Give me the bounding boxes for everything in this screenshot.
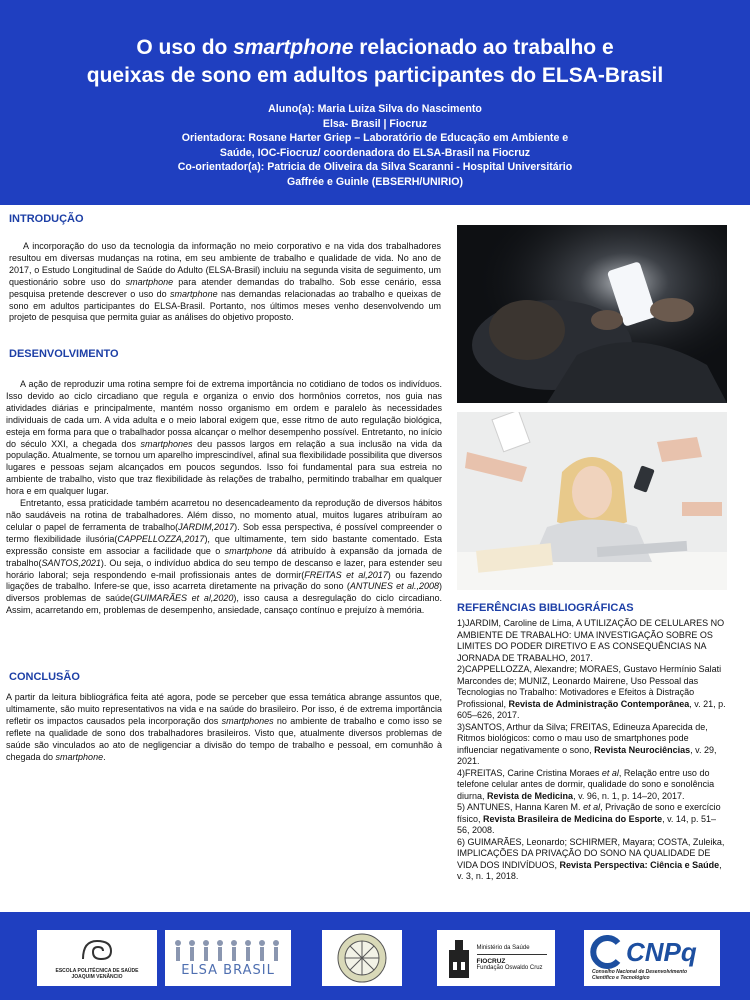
advisor-line-2: Saúde, IOC-Fiocruz/ coordenadora do ELSA-Brasil na Fiocruz (219, 146, 531, 159)
photo-stressed-woman (457, 412, 727, 590)
author-affiliation: Elsa- Brasil | Fiocruz (322, 117, 428, 130)
coadvisor-line-2: Gaffrée e Guinle (EBSERH/UNIRIO) (286, 175, 463, 188)
reference-item: 1)JARDIM, Caroline de Lima, A UTILIZAÇÃO DE CELULARES NO AMBIENTE DE TRABALHO: UMA INVESTIGAÇÃO SOBRE OS LIMITES DO PODER DIRETIVO E AS CONSEQUÊNCIAS NA JORNADA DE TRABALHO, 2017. (457, 618, 725, 663)
seal-icon (330, 931, 394, 985)
photo-stressed-woman-illustration (457, 412, 727, 590)
epsjv-logo (37, 930, 157, 986)
reference-item: 6) GUIMARÃES, Leonardo; SCHIRMER, Mayara; COSTA, Zuleika, IMPLICAÇÕES DA PRIVAÇÃO DO SONO NA QUALIDADE DE VIDA DOS INDIVÍDUOS, Revista Perspectiva: Ciência e Saúde, v. 3, n. 1, 2018. (457, 836, 725, 881)
reference-item: 4)FREITAS, Carine Cristina Moraes et al, Relação entre uso do telefone celular antes de dormir, qualidade do sono e sonolência diurna, Revista de Medicina, v. 96, n. 1, p. 14–20, 2017. (457, 767, 715, 801)
dev-text: A ação de reproduzir uma rotina sempre foi de extrema importância no cotidiano de todos os indivíduos. Isso devido ao ciclo circadiano que regula e organiza o envio dos hormônios corretos, nos guia nas atividades diárias e principalmente, mantém nosso organismo em ordem e paralelo às necessidades individuais de cada um. A vida adulta e o meio laboral exigem que, esse ritmo de auto regulação biológica, esteja em forma para que o trabalhador possa alcançar o melhor desempenho possível. Entretanto, no início do século XXI, a chegada dos smartphones deu passos largos em relação a sua inclusão na vida da população. Atualmente, se tornou um aparelho imprescindível, afinal sua flexibilidade possibilita que diversos lugares e pessoas sejam alcançados em poucos segundos. Isso foi fundamental para sua estreia no ambiente de trabalho, visto que traz flexibilidade às relações de trabalho, permitindo trabalhar em qualquer hora e em qualquer lugar. Entretanto, essa praticidade também acarretou no desencadeamento da reprodução de diversos hábitos não saudáveis na rotina de trabalhadores. Além disso, no momento atual, muitos lugares atribuíram ao celular o papel de ferramenta de trabalho(JARDIM,2017). Sob essa perspectiva, é possível compreender o termo flexibilidade ilusória(CAPPELLOZZA,2017), que ultimamente, tem sido bastante comentado. Esta expressão consiste em associar a facilidade que o smartphone dá atribuído à expansão da jornada de trabalho(SANTOS,2021). Ou seja, o indivíduo abdica do seu tempo de descanso e lazer, para estender seu horário laboral; seja respondendo e-mail profissionais antes de dormir(FREITAS et al,2017) ou fazendo ligações de trabalho. Infere-se que, isso acarreta diretamente na privação do sono (ANTUNES et al.,2008) diversos problemas de saúde(GUIMARÃES et al,2020), isso causa a desregulação do ciclo circadiano. Assim, acarretando em, problemas de desempenho, ansiedade, cansaço contínuo e prejuízo à memória. (6, 379, 443, 616)
epsjv-name-line-1: ESCOLA POLITÉCNICA DE SAÚDE (55, 967, 139, 974)
intro-heading: INTRODUÇÃO (9, 213, 84, 225)
ministry-name: Ministério da Saúde (476, 945, 530, 951)
cnpq-name-line-1: Conselho Nacional de Desenvolvimento (592, 969, 688, 975)
concl-text: A partir da leitura bibliográfica feita até agora, pode se perceber que essa temática abrange assuntos que, ultimamente, são muito representativos na vida e na saúde do brasileiro. Por isso, é de extrema importância refletir os impactos causados pela incorporação dos smartphones no ambiente de trabalho e como isso se reflete na qualidade de sono dos trabalhadores brasileiros. Visto que, atualmente diversos problemas de saúde são vinculados ao ato de negligenciar a divisão do tempo de trabalho e pessoal, em comunhão à chegada do smartphone. (6, 692, 442, 762)
author-student: Aluno(a): Maria Luiza Silva do Nascimento (268, 103, 482, 115)
elsa-brasil-wordmark: ELSA BRASIL (181, 962, 275, 978)
photo-phone-in-bed-illustration (457, 225, 727, 403)
reference-item: 2)CAPPELLOZZA, Alexandre; MORAES, Gustavo Hermínio Salati Marcondes de; MUNIZ, Leonardo Mairene, Uso Pessoal das Tecnologias no Trabalho: Motivadores e Efeitos à Distração Profissional, Revista de Administração Contemporânea, v. 21, p. 605–626, 2017. (457, 664, 726, 720)
intro-text: A incorporação do uso da tecnologia da informação no meio corporativo e na vida dos trabalhadores resultou em diversas mudanças na rotina, em seu ambiente de trabalho e qualidade de vida. No ano de 2017, o Estudo Longitudinal de Saúde do Adulto (ELSA-Brasil) incluiu na segunda visita de seguimento, um questionário sobre uso do smartphone para atender demandas do trabalho. Sob esse cenário, essa pesquisa pretende descrever o uso do smartphone nas demandas relacionadas ao trabalho e queixas de sono em adultos participantes do ELSA-Brasil. Portanto, nos últimos meses venho desenvolvendo um projeto de pesquisa que permita guiar as análises do objetivo proposto. (9, 241, 441, 323)
authors-block (0, 102, 750, 189)
cnpq-emblem-icon (588, 935, 624, 969)
cnpq-wordmark: CNPq (626, 936, 697, 967)
epsjv-name-line-2: JOAQUIM VENÂNCIO (71, 973, 123, 980)
cnpq-logo (584, 930, 720, 986)
coadvisor-line-1: Co-orientador(a): Patricia de Oliveira da Silva Scaranni - Hospital Universitário (177, 161, 573, 173)
title-part: O uso do (136, 36, 234, 59)
institution-seal-logo (322, 930, 402, 986)
fiocruz-subtitle: Fundação Oswaldo Cruz (476, 965, 543, 971)
epsjv-emblem-icon (77, 937, 117, 963)
fiocruz-castle-icon (446, 936, 472, 980)
reference-item: 3)SANTOS, Arthur da Silva; FREITAS, Edineuza Aparecida de, Ritmos biológicos: como o mau uso de smartphones pode influenciar negativamente o sono, Revista Neurociências, v. 29, 2021. (457, 721, 717, 766)
poster-title (20, 34, 730, 90)
references-list (457, 618, 727, 883)
photo-phone-in-bed (457, 225, 727, 403)
header-banner (0, 0, 750, 205)
elsa-brasil-logo (165, 930, 291, 986)
title-line-2: queixas de sono em adultos participantes do ELSA-Brasil (86, 64, 664, 87)
elsa-figures-icon (172, 939, 284, 963)
advisor-line-1: Orientadora: Rosane Harter Griep – Laboratório de Educação em Ambiente e (181, 132, 569, 144)
footer-logo-bar (0, 912, 750, 1000)
reference-item: 5) ANTUNES, Hanna Karen M. et al, Privação de sono e exercício físico, Revista Brasileira de Medicina do Esporte, v. 14, p. 51–56, 2008. (457, 802, 721, 835)
fiocruz-name: FIOCRUZ (476, 958, 506, 965)
cnpq-name-line-2: Científico e Tecnológico (592, 975, 650, 981)
fiocruz-logo (437, 930, 555, 986)
title-part: relacionado ao trabalho e (353, 36, 614, 59)
refs-heading: REFERÊNCIAS BIBLIOGRÁFICAS (457, 602, 634, 614)
title-emphasis: smartphone (233, 36, 354, 59)
dev-heading: DESENVOLVIMENTO (9, 348, 119, 360)
concl-heading: CONCLUSÃO (9, 671, 80, 683)
